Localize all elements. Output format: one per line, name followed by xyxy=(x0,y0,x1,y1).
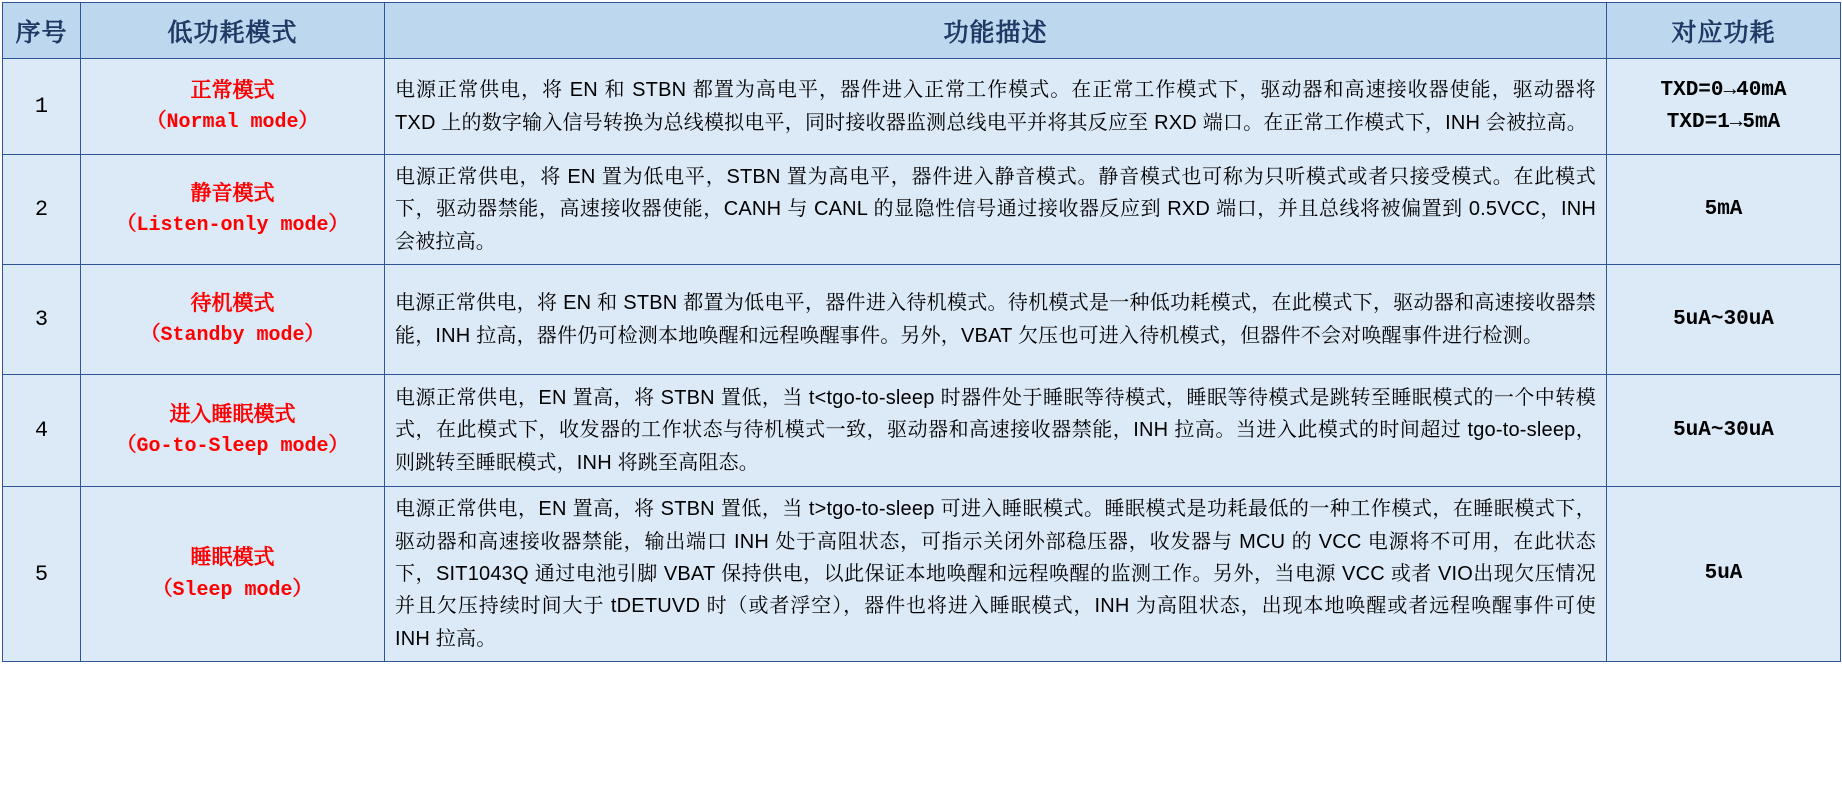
row-description: 电源正常供电，EN 置高，将 STBN 置低，当 t>tgo-to-sleep 可进入睡眠模式。睡眠模式是功耗最低的一种工作模式，在睡眠模式下，驱动器和高速接收器禁能，输出端口 INH 处于高阻状态，可指示关闭外部稳压器，收发器与 MCU 的 VCC 电源将不可用，在此状态下，SIT1043Q 通过电池引脚 VBAT 保持供电，以此保证本地唤醒和远程唤醒的监测工作。另外，当电源 VCC 或者 VIO出现欠压情况并且欠压持续时间大于 tDETUVD 时（或者浮空），器件也将进入睡眠模式，INH 为高阻状态，出现本地唤醒或者远程唤醒事件可使 INH 拉高。 xyxy=(385,487,1607,662)
mode-name-cn: 进入睡眠模式 xyxy=(169,402,296,426)
row-index: 4 xyxy=(3,375,81,487)
table-body xyxy=(3,59,1841,662)
row-mode xyxy=(81,59,385,155)
column-header-mode: 低功耗模式 xyxy=(81,3,385,59)
row-power xyxy=(1607,59,1841,155)
table-row xyxy=(3,265,1841,375)
row-mode xyxy=(81,375,385,487)
table-row xyxy=(3,375,1841,487)
power-value-line: 5uA~30uA xyxy=(1673,307,1774,331)
row-index: 5 xyxy=(3,487,81,662)
row-description: 电源正常供电，将 EN 和 STBN 都置为高电平，器件进入正常工作模式。在正常工作模式下，驱动器和高速接收器使能，驱动器将 TXD 上的数字输入信号转换为总线模拟电平，同时接收器监测总线电平并将其反应至 RXD 端口。在正常工作模式下，INH 会被拉高。 xyxy=(385,59,1607,155)
low-power-mode-table xyxy=(2,2,1841,662)
row-index: 2 xyxy=(3,155,81,265)
mode-name-en: （Normal mode） xyxy=(146,111,319,135)
power-value-line: TXD=0→40mA xyxy=(1660,79,1787,102)
row-description: 电源正常供电，将 EN 和 STBN 都置为低电平，器件进入待机模式。待机模式是一种低功耗模式，在此模式下，驱动器和高速接收器禁能，INH 拉高，器件仍可检测本地唤醒和远程唤醒事件。另外，VBAT 欠压也可进入待机模式，但器件不会对唤醒事件进行检测。 xyxy=(385,265,1607,375)
mode-name-en: （Standby mode） xyxy=(140,324,325,348)
mode-name-en: （Listen-only mode） xyxy=(116,214,349,238)
table-header xyxy=(3,3,1841,59)
mode-name-en: （Go-to-Sleep mode） xyxy=(116,435,349,459)
row-mode xyxy=(81,265,385,375)
row-power xyxy=(1607,265,1841,375)
row-index: 1 xyxy=(3,59,81,155)
power-value-line: TXD=1→5mA xyxy=(1666,110,1781,134)
table-header-row xyxy=(3,3,1841,59)
mode-name-cn: 静音模式 xyxy=(190,181,275,205)
table-row xyxy=(3,155,1841,265)
column-header-power: 对应功耗 xyxy=(1607,3,1841,59)
mode-name-cn: 睡眠模式 xyxy=(190,546,275,570)
mode-name-cn: 正常模式 xyxy=(190,78,275,102)
row-description: 电源正常供电，将 EN 置为低电平，STBN 置为高电平，器件进入静音模式。静音模式也可称为只听模式或者只接受模式。在此模式下，驱动器禁能，高速接收器使能，CANH 与 CANL 的显隐性信号通过接收器反应到 RXD 端口，并且总线将被偏置到 0.5VCC，INH 会被拉高。 xyxy=(385,155,1607,265)
table-row xyxy=(3,487,1841,662)
power-value-line: 5mA xyxy=(1704,197,1743,221)
row-mode xyxy=(81,487,385,662)
row-mode xyxy=(81,155,385,265)
row-power xyxy=(1607,155,1841,265)
column-header-description: 功能描述 xyxy=(385,3,1607,59)
table-row xyxy=(3,59,1841,155)
row-description: 电源正常供电，EN 置高，将 STBN 置低，当 t<tgo-to-sleep 时器件处于睡眠等待模式，睡眠等待模式是跳转至睡眠模式的一个中转模式，在此模式下，收发器的工作状态与待机模式一致，驱动器和高速接收器禁能，INH 拉高。当进入此模式的时间超过 tgo-to-sleep，则跳转至睡眠模式，INH 将跳至高阻态。 xyxy=(385,375,1607,487)
power-value-line: 5uA xyxy=(1704,562,1743,586)
row-power xyxy=(1607,375,1841,487)
column-header-index: 序号 xyxy=(3,3,81,59)
row-power xyxy=(1607,487,1841,662)
power-value-line: 5uA~30uA xyxy=(1673,418,1774,442)
mode-name-en: （Sleep mode） xyxy=(152,578,313,602)
row-index: 3 xyxy=(3,265,81,375)
mode-name-cn: 待机模式 xyxy=(190,291,275,315)
